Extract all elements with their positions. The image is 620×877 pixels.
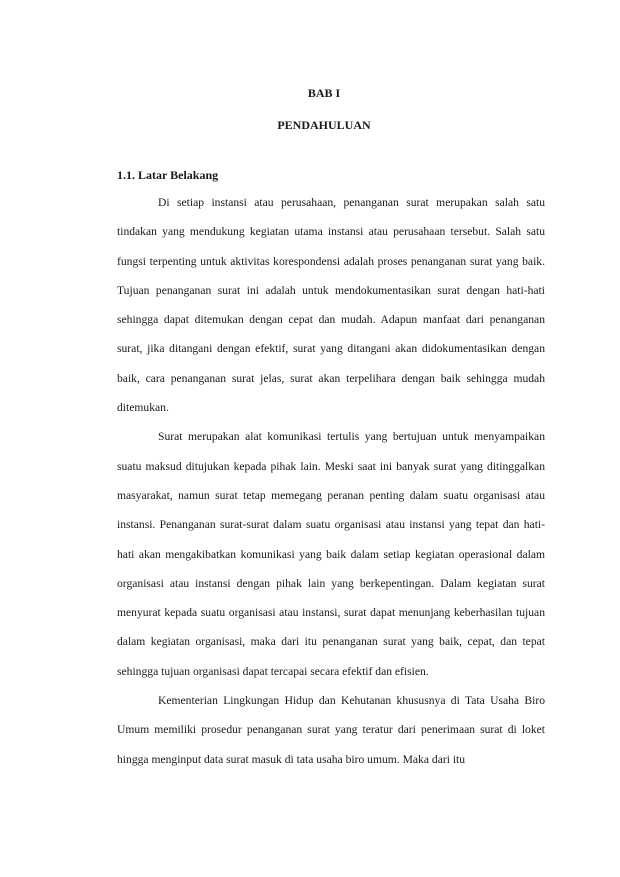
body-text xyxy=(117,188,545,774)
paragraph: Di setiap instansi atau perusahaan, penanganan surat merupakan salah satu tindakan yang mendukung kegiatan utama instansi atau perusahaan tersebut. Salah satu fungsi terpenting untuk aktivitas korespondensi adalah proses penanganan surat yang baik. Tujuan penanganan surat ini adalah untuk mendokumentasikan surat dengan hati-hati sehingga dapat ditemukan dengan cepat dan mudah. Adapun manfaat dari penanganan surat, jika ditangani dengan efektif, surat yang ditangani akan didokumentasikan dengan baik, cara penanganan surat jelas, surat akan terpelihara dengan baik sehingga mudah ditemukan. xyxy=(117,196,545,415)
paragraph: Surat merupakan alat komunikasi tertulis yang bertujuan untuk menyampaikan suatu maksud ditujukan kepada pihak lain. Meski saat ini banyak surat yang ditinggalkan masyarakat, namun surat tetap memegang peranan penting dalam suatu organisasi atau instansi. Penanganan surat-surat dalam suatu organisasi atau instansi yang tepat dan hati-hati akan mengakibatkan komunikasi yang baik dalam setiap kegiatan operasional dalam organisasi atau instansi dengan pihak lain yang berkepentingan. Dalam kegiatan surat menyurat kepada suatu organisasi atau instansi, surat dapat menunjang keberhasilan tujuan dalam kegiatan organisasi, maka dari itu penanganan surat yang baik, cepat, dan tepat sehingga tujuan organisasi dapat tercapai secara efektif dan efisien. xyxy=(117,430,545,678)
section-heading: 1.1. Latar Belakang xyxy=(117,168,219,182)
chapter-label: BAB I xyxy=(307,86,341,100)
chapter-title: PENDAHULUAN xyxy=(277,118,371,132)
paragraph: Kementerian Lingkungan Hidup dan Kehutanan khususnya di Tata Usaha Biro Umum memiliki prosedur penanganan surat yang teratur dari penerimaan surat di loket hingga menginput data surat masuk di tata usaha biro umum. Maka dari itu xyxy=(117,694,545,766)
